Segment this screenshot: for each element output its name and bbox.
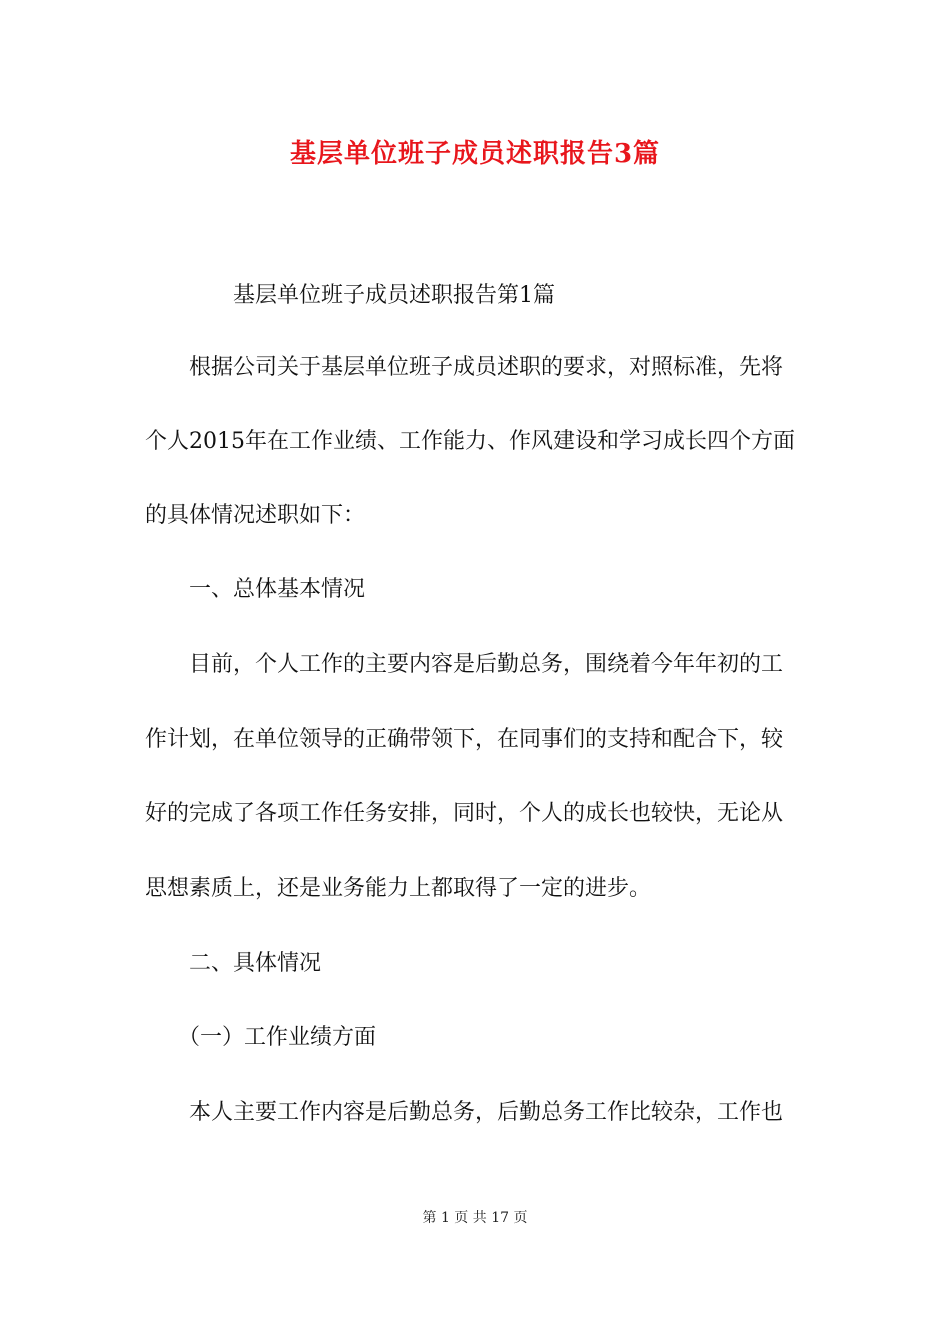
intro-line-2: 个人2015年在工作业绩、工作能力、作风建设和学习成长四个方面 <box>145 429 795 454</box>
paragraph-one-line-1: 目前，个人工作的主要内容是后勤总务，围绕着今年年初的工 <box>189 652 784 677</box>
intro-line-3: 的具体情况述职如下： <box>145 503 366 528</box>
sub-heading-one: （一）工作业绩方面 <box>178 1025 377 1050</box>
heading-two: 二、具体情况 <box>189 951 322 976</box>
section-heading: 基层单位班子成员述职报告第1篇 <box>233 283 555 308</box>
paragraph-one-line-2: 作计划，在单位领导的正确带领下，在同事们的支持和配合下，较 <box>145 727 784 752</box>
heading-one: 一、总体基本情况 <box>189 577 366 602</box>
intro-line-1: 根据公司关于基层单位班子成员述职的要求，对照标准，先将 <box>189 355 784 380</box>
paragraph-two-line-1: 本人主要工作内容是后勤总务，后勤总务工作比较杂，工作也 <box>189 1100 784 1125</box>
page-number-footer: 第 1 页 共 17 页 <box>422 1210 528 1226</box>
paragraph-one-line-4: 思想素质上，还是业务能力上都取得了一定的进步。 <box>145 876 652 901</box>
document-title: 基层单位班子成员述职报告3篇 <box>289 139 661 169</box>
paragraph-one-line-3: 好的完成了各项工作任务安排，同时，个人的成长也较快，无论从 <box>145 801 784 826</box>
